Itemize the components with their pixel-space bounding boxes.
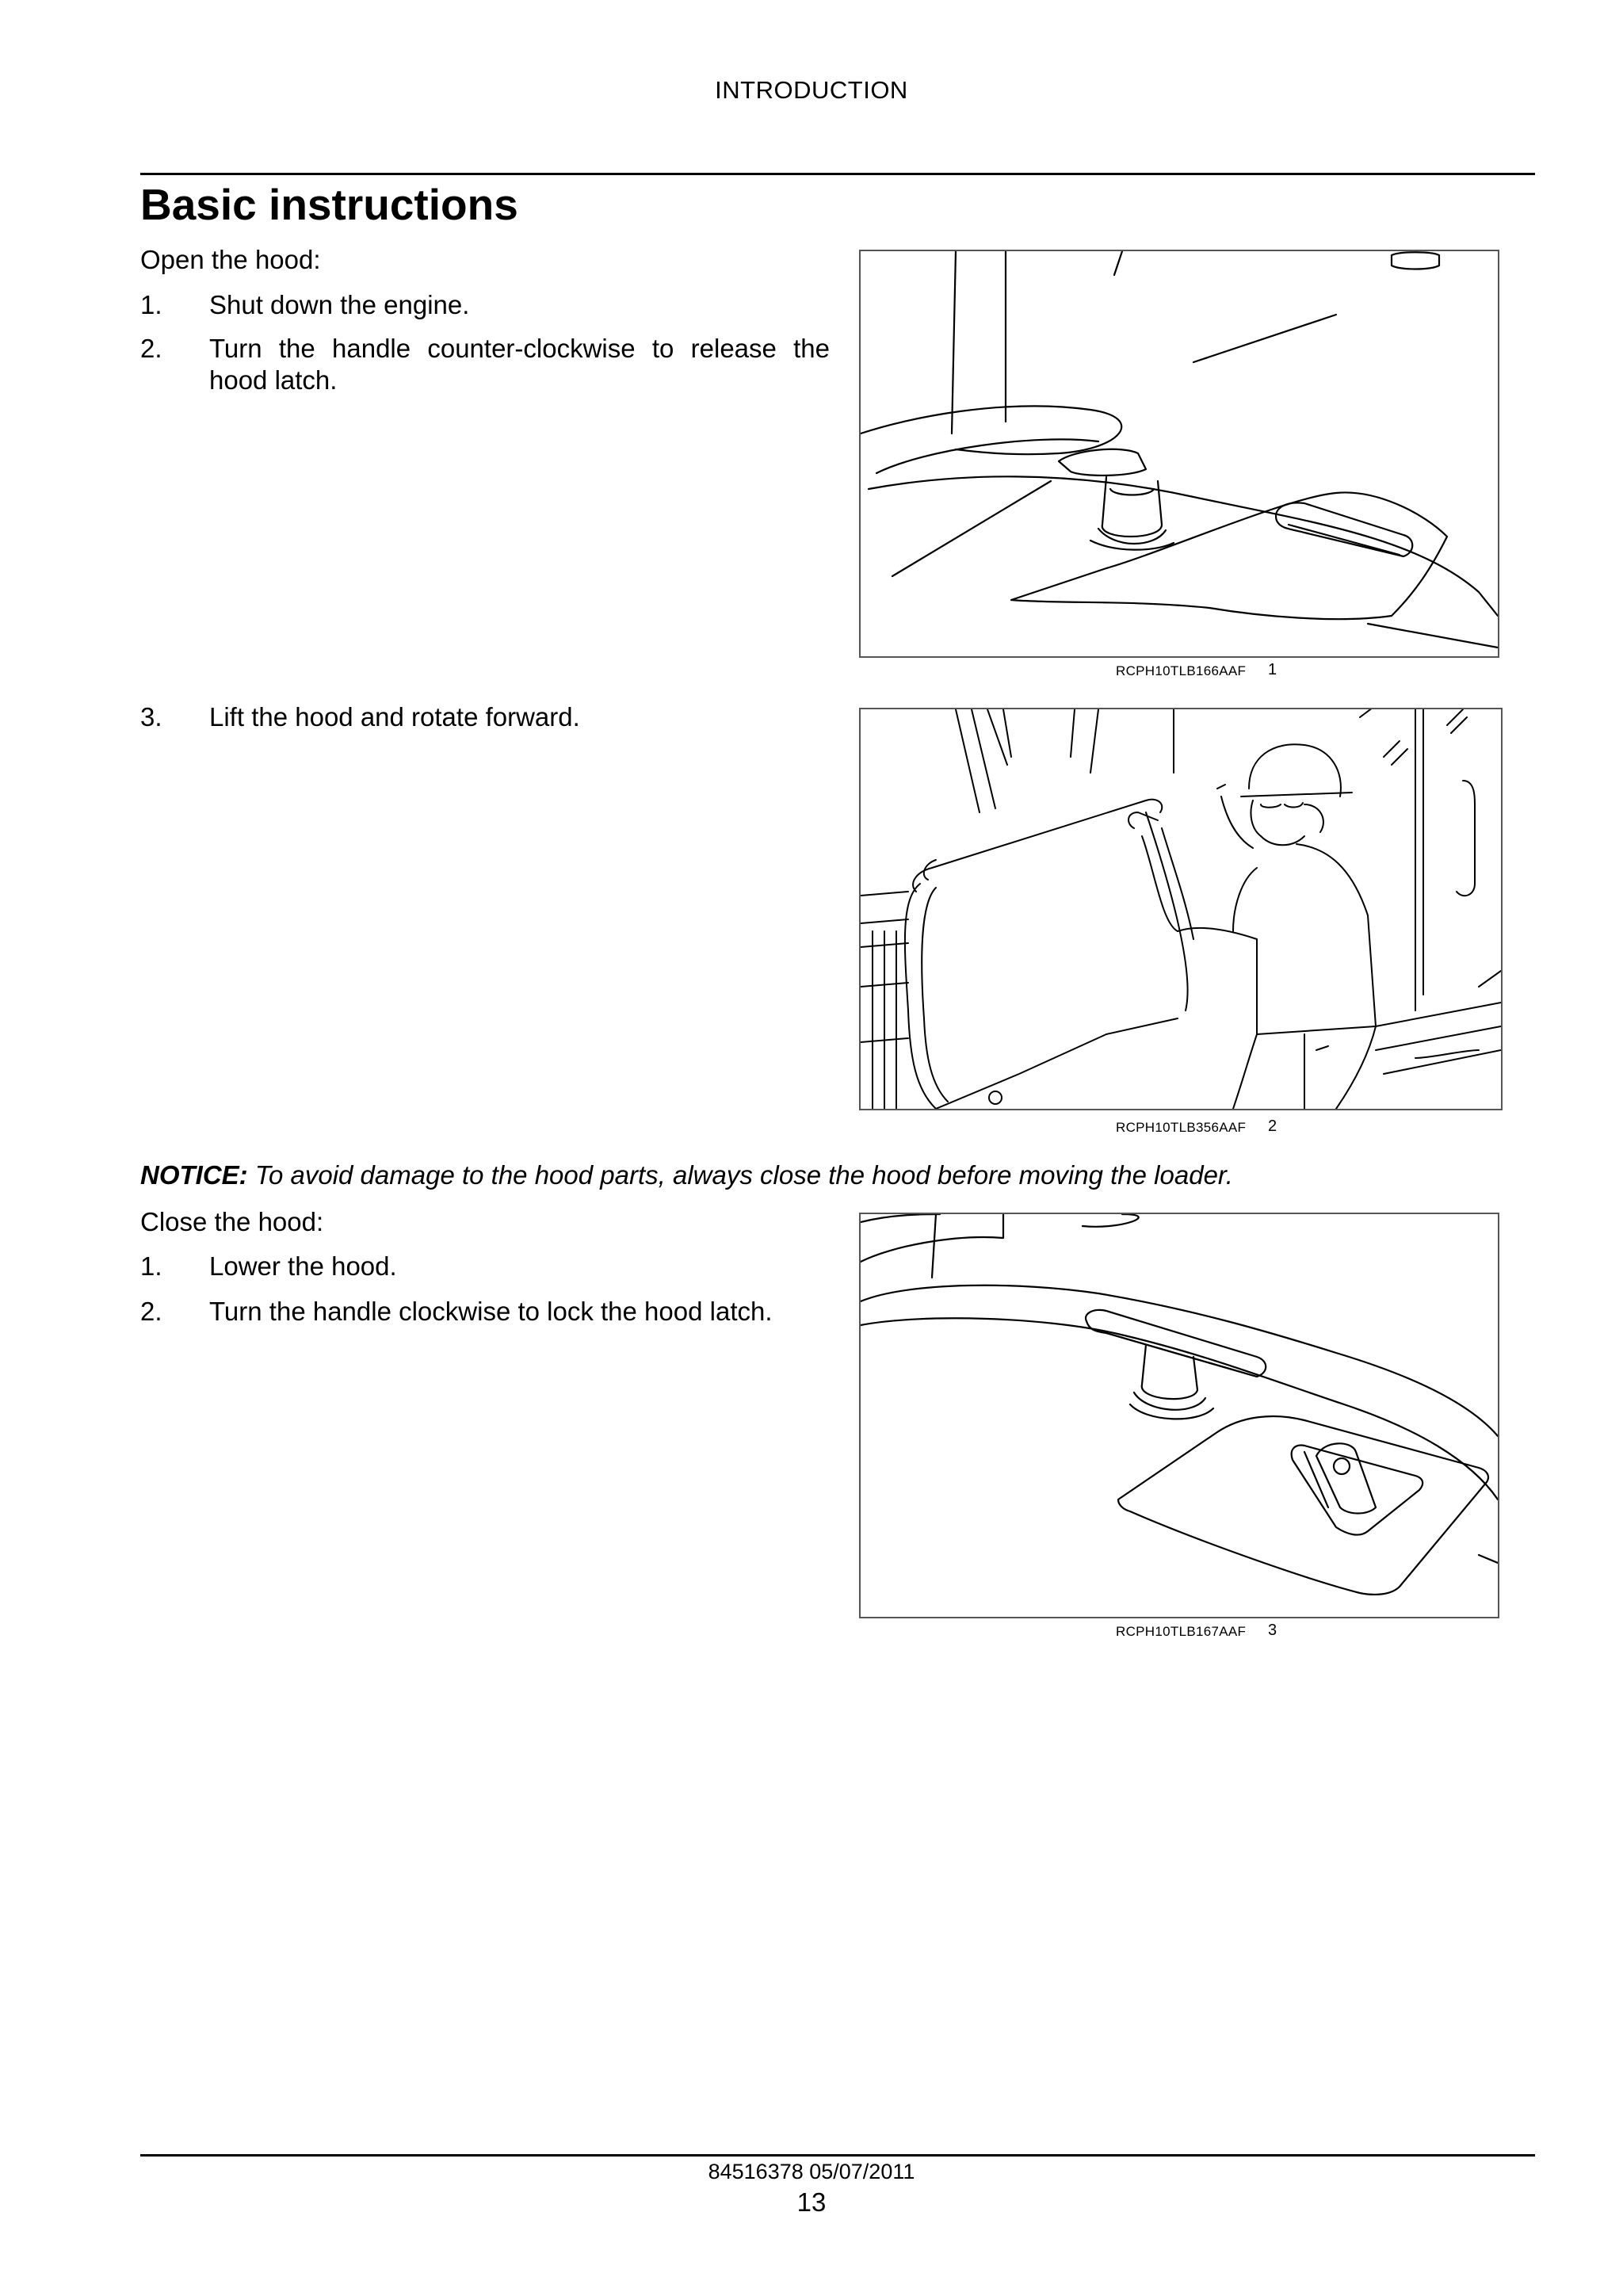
figure-3-number: 3 bbox=[1268, 1622, 1277, 1639]
step-number: 2. bbox=[140, 1297, 162, 1326]
step-number: 1. bbox=[140, 1251, 162, 1281]
close-hood-intro: Close the hood: bbox=[140, 1207, 324, 1236]
step-number: 2. bbox=[140, 334, 162, 363]
open-hood-intro: Open the hood: bbox=[140, 245, 321, 274]
notice-text: To avoid damage to the hood parts, always close the hood before moving the loader. bbox=[247, 1160, 1233, 1190]
page-number: 13 bbox=[796, 2187, 827, 2217]
footer-rule bbox=[140, 2154, 1535, 2157]
open-step-3 bbox=[140, 701, 830, 733]
step-text: Lift the hood and rotate forward. bbox=[209, 702, 580, 732]
figure-hood-latch-open bbox=[859, 250, 1499, 658]
figure-1-code: RCPH10TLB166AAF bbox=[1116, 663, 1247, 678]
running-header: INTRODUCTION bbox=[715, 76, 908, 104]
close-step-2 bbox=[140, 1296, 830, 1328]
step-number: 1. bbox=[140, 290, 162, 319]
close-step-1 bbox=[140, 1251, 830, 1282]
header-rule bbox=[140, 173, 1535, 175]
figure-3-code: RCPH10TLB167AAF bbox=[1116, 1624, 1247, 1639]
step-text: Turn the handle counter-clockwise to release the hood latch. bbox=[209, 334, 830, 395]
step-text: Lower the hood. bbox=[209, 1251, 397, 1281]
step-number: 3. bbox=[140, 702, 162, 732]
lifting-hood-illustration bbox=[861, 709, 1501, 1109]
figure-lifting-hood bbox=[859, 708, 1503, 1110]
step-text: Turn the handle clockwise to lock the hood latch. bbox=[209, 1297, 773, 1326]
step-text: Shut down the engine. bbox=[209, 290, 470, 319]
figure-1-number: 1 bbox=[1268, 661, 1277, 678]
figure-hood-latch-close bbox=[859, 1213, 1499, 1618]
figure-2-code: RCPH10TLB356AAF bbox=[1116, 1120, 1247, 1135]
hood-latch-close-illustration bbox=[861, 1214, 1498, 1617]
document-number: 84516378 05/07/2011 bbox=[708, 2160, 915, 2183]
open-step-1 bbox=[140, 289, 830, 321]
figure-2-number: 2 bbox=[1268, 1117, 1277, 1135]
open-step-2 bbox=[140, 333, 830, 404]
page-title: Basic instructions bbox=[140, 180, 518, 229]
hood-latch-illustration bbox=[861, 251, 1498, 656]
notice-label: NOTICE: bbox=[140, 1160, 248, 1190]
notice bbox=[140, 1159, 1535, 1191]
